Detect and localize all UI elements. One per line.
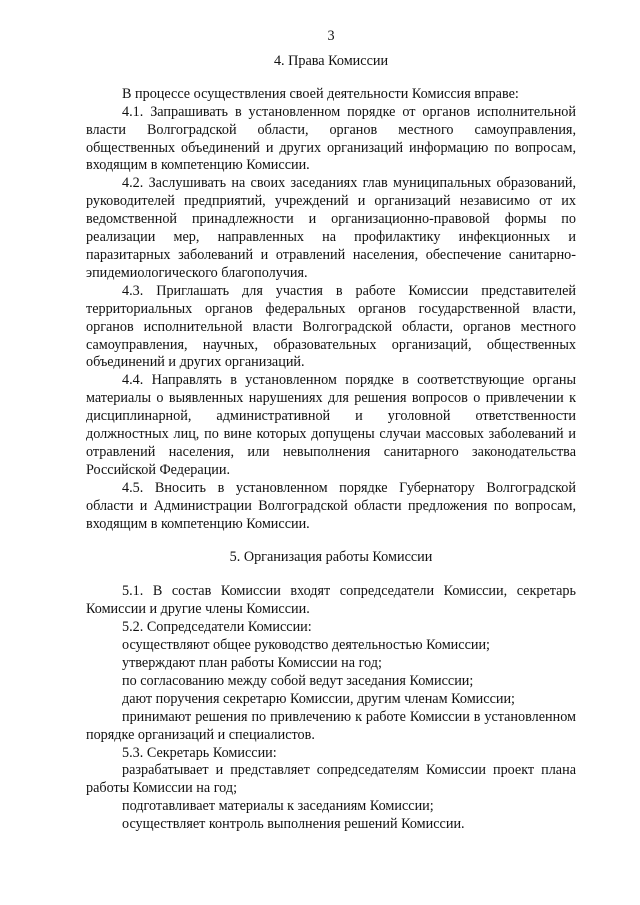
clause-4-2: 4.2. Заслушивать на своих заседаниях глав муниципальных образований, руководителей предприятий, учреждений и организаций независимо от их ведомственной принадлежности и организационно-правовой формы по реализации мер, направленных на профилактику инфекционных и паразитарных заболеваний и отравлений населения, обеспечение санитарно-эпидемиологического благополучия. [86, 175, 576, 281]
clause-4-5: 4.5. Вносить в установленном порядке Губернатору Волгоградской области и Администрации Волгоградской области предложения по вопросам, входящим в компетенцию Комиссии. [86, 479, 576, 532]
document-page [86, 28, 576, 834]
clause-4-1: 4.1. Запрашивать в установленном порядке от органов исполнительной власти Волгоградской области, органов местного самоуправления, общественных объединений и других организаций информацию по вопросам, входящим в компетенцию Комиссии. [86, 103, 576, 174]
clause-5-2: 5.2. Сопредседатели Комиссии: [122, 619, 312, 636]
list-item: утверждают план работы Комиссии на год; [122, 655, 382, 671]
section-4-title: 4. Права Комиссии [273, 52, 389, 69]
section-4-body [86, 86, 576, 534]
list-item: осуществляют общее руководство деятельностью Комиссии; [122, 637, 491, 654]
page-number: 3 [327, 28, 335, 44]
list-item: по согласованию между собой ведут заседания Комиссии; [122, 672, 474, 689]
clause-5-3: 5.3. Секретарь Комиссии: [122, 744, 277, 761]
list-item: подготавливает материалы к заседаниям Комиссии; [122, 798, 434, 815]
clause-5-1: 5.1. В состав Комиссии входят сопредседатели Комиссии, секретарь Комиссии и другие члены Комиссии. [86, 583, 576, 618]
section-5-body [86, 583, 576, 834]
clause-4-3: 4.3. Приглашать для участия в работе Комиссии представителей территориальных органов федеральных органов государственной власти, органов исполнительной власти Волгоградской области, органов местного самоуправления, научных, образовательных организаций, общественных объединений и других организаций. [86, 282, 576, 371]
list-item: разрабатывает и представляет сопредседателям Комиссии проект плана работы Комиссии на год; [86, 762, 576, 797]
clause-4-4: 4.4. Направлять в установленном порядке в соответствующие органы материалы о выявленных нарушениях для решения вопросов о привлечении к дисциплинарной, административной и уголовной ответственности должностных лиц, по вине которых допущены случаи массовых заболеваний и отравлений населения, или невыполнения санитарного законодательства Российской Федерации. [86, 372, 576, 478]
list-item: осуществляет контроль выполнения решений Комиссии. [122, 816, 465, 833]
section-5-title: 5. Организация работы Комиссии [229, 549, 433, 566]
list-item: дают поручения секретарю Комиссии, другим членам Комиссии; [122, 690, 515, 707]
section-4-intro: В процессе осуществления своей деятельности Комиссия вправе: [122, 85, 519, 102]
list-item: принимают решения по привлечению к работе Комиссии в установленном порядке организаций и специалистов. [86, 708, 576, 743]
